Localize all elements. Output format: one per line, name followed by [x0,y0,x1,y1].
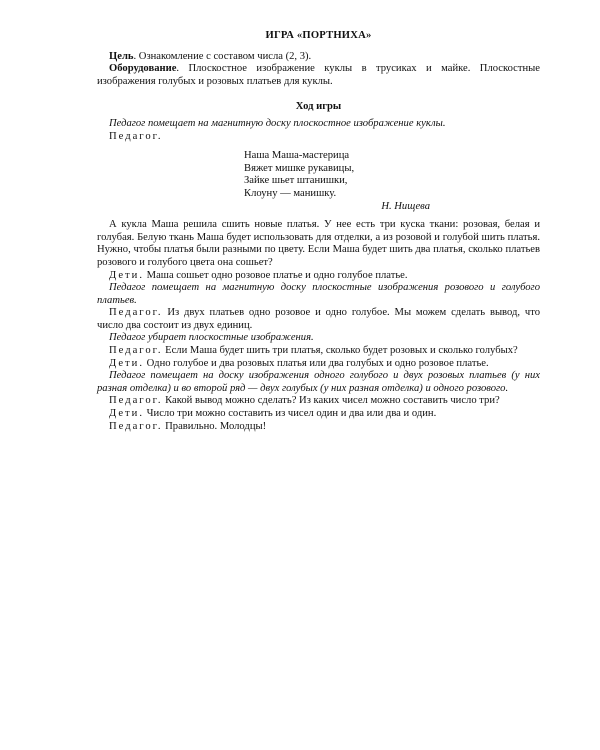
dialog-text: Маша сошьет одно розовое платье и одно голубое платье. [144,269,408,281]
dialog-line [97,358,540,371]
dialog-text: Какой вывод можно сделать? Из каких чисел можно составить число три? [162,395,500,407]
speaker-label: Дети. [109,408,145,420]
equipment-label: Оборудование [109,63,177,75]
dialog-text: Число три можно составить из чисел один и два или два и один. [144,408,437,420]
equipment-paragraph [97,63,540,88]
speaker-label: Педагог. [109,130,163,142]
section-heading: Ход игры [295,101,342,113]
dialog-line [97,270,540,283]
stage-direction: Педагог помещает на доску изображения одного голубого и двух розовых платьев (у них разная отделка) и во второй ряд — двух голубых (у них разная отделка) и одного розового. [97,370,540,394]
stage-direction: Педагог убирает плоскостные изображения. [109,332,314,344]
poem-line: Зайке шьет штанишки, [244,175,348,187]
speaker-label: Педагог. [109,307,163,319]
goal-label: Цель [109,50,134,62]
poem [244,150,540,213]
dialog-line [97,345,540,358]
speaker-label: Дети. [109,357,145,369]
poem-line: Вяжет мишке рукавицы, [244,162,355,174]
speaker-label: Дети. [109,269,145,281]
dialog-text: Правильно. Молодцы! [162,420,267,432]
goal-text: . Ознакомление с составом числа (2, 3). [133,50,312,62]
goal-paragraph [97,51,540,64]
dialog-text: Из двух платьев одно розовое и одно голубое. Мы можем сделать вывод, что число два состоит из двух единиц. [97,307,540,331]
dialog-line [97,421,540,434]
poem-line: Клоуну — манишку. [244,187,337,199]
dialog-text: Если Маша будет шить три платья, сколько будет розовых и сколько голубых? [162,345,518,357]
speaker-label: Педагог. [109,420,163,432]
poem-author: Н. Нищева [381,200,430,212]
stage-direction: Педагог помещает на магнитную доску плоскостные изображения розового и голубого платьев. [97,282,540,306]
stage-direction: Педагог помещает на магнитную доску плоскостное изображение куклы. [109,117,446,129]
equipment-text: . Плоскостное изображение куклы в трусиках и майке. Плоскостные изображения голубых и розовых платьев для куклы. [97,63,540,87]
dialog-line [97,395,540,408]
document-title: ИГРА «ПОРТНИХА» [265,30,372,41]
dialog-line [97,307,540,332]
dialog-text: Одно голубое и два розовых платья или два голубых и одно розовое платье. [144,357,489,369]
speaker-label: Педагог. [109,345,163,357]
dialog-line [97,408,540,421]
document-page [97,30,540,433]
poem-line: Наша Маша-мастерица [244,150,350,162]
speaker-label: Педагог. [109,395,163,407]
story-paragraph: А кукла Маша решила сшить новые платья. У нее есть три куска ткани: розовая, белая и голубая. Белую ткань Маша будет использовать для отделки, а из розовой и голубой шить платья. Нужно, чтобы платья были разными по цвету. Если Маша будет шить два платья, сколько платьев розового и голубого цвета она сошьет? [97,219,540,268]
